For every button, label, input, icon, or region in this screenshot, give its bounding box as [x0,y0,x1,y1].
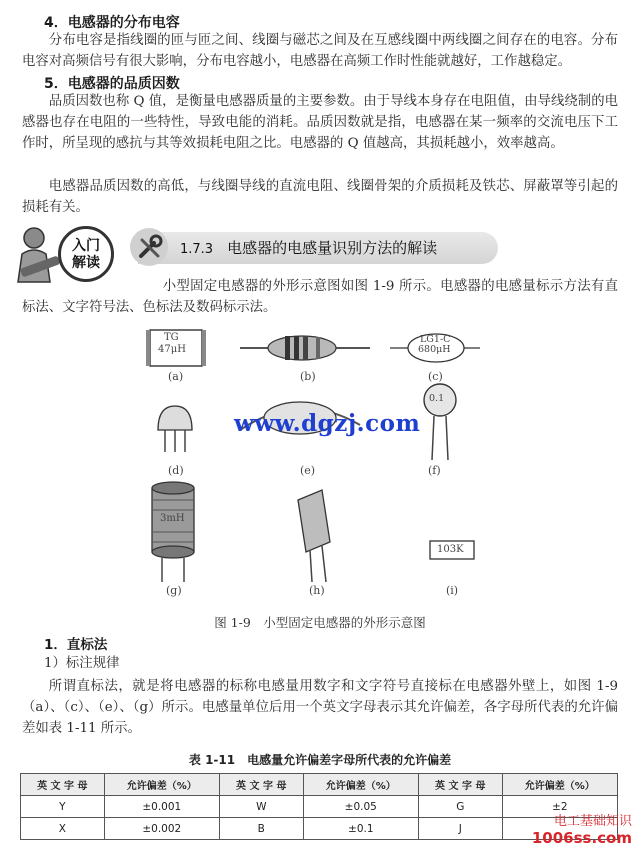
section-5-body-1: 品质因数也称 Q 值，是衡量电感器质量的主要参数。由于导线本身存在电阻值，由导线绕制的电感器也存在电阻的一些特性，导致电能的消耗。品质因数就是指，电感器在某一频率的交流电压下工作时，所呈现的感抗与其等效损耗电阻之比。电感器的 Q 值越高，其损耗越小，效率越高。 [22,94,618,151]
table-header-row [21,774,618,796]
table-cell: ±0.05 [303,796,418,818]
banner-title [180,237,437,258]
figure-1-9 [0,320,640,610]
table-header: 英 文 字 母 [219,774,303,796]
table-cell: B [219,818,303,840]
site-watermark: www.dgzj.com [234,410,421,437]
table-cell: ±0.001 [104,796,219,818]
inductor-f-text: 0.1 [429,393,445,404]
table-row [21,796,618,818]
inductor-h-shape [298,490,330,582]
inductor-c-text-1: LG1-C [420,334,451,345]
table-cell: ±2 [502,796,617,818]
inductor-d-shape [158,406,192,452]
section-4-title: 4．电感器的分布电容 [44,15,180,31]
inductor-b-shape [240,336,370,360]
wrench-screwdriver-icon [136,234,164,262]
figure-label-h: (h) [309,584,325,597]
tolerance-table [20,773,618,840]
corner-watermark-line-1: 电工基础知识 [553,814,632,829]
table-header: 允许偏差（%） [303,774,418,796]
inductor-a-text-1: TG [164,332,179,343]
figure-label-b: (b) [300,370,316,383]
intro-paragraph: 小型固定电感器的外形示意图如图 1-9 所示。电感器的电感量标示方法有直标法、文字符号法、色标法及数码标示法。 [22,279,618,315]
table-cell: G [418,796,502,818]
inductor-g-shape [152,482,194,582]
figure-label-c: (c) [428,370,443,383]
badge-line-2: 解读 [72,255,100,271]
table-cell: J [418,818,502,840]
beginner-badge [58,226,114,282]
table-row [21,818,618,840]
table-cell: ±0.002 [104,818,219,840]
inductor-c-text-2: 680μH [418,344,451,355]
inductor-g-text: 3mH [160,513,185,524]
figure-label-f: (f) [428,464,441,477]
table-title: 表 1-11 电感量允许偏差字母所代表的允许偏差 [188,753,452,767]
table-header: 允许偏差（%） [104,774,219,796]
direct-method-title: 1．直标法 [44,637,108,653]
direct-method-subtitle: 1）标注规律 [44,656,120,671]
badge-line-1: 入门 [72,238,100,254]
banner-number: 1.7.3 [180,242,214,257]
figure-caption: 图 1-9 小型固定电感器的外形示意图 [214,615,426,630]
table-cell: X [21,818,105,840]
figure-label-a: (a) [168,370,184,383]
table-cell: Y [21,796,105,818]
figure-label-e: (e) [300,464,316,477]
inductor-i-text: 103K [437,544,464,555]
table-cell: ±0.1 [303,818,418,840]
figure-label-g: (g) [166,584,182,597]
section-4-body: 分布电容是指线圈的匝与匝之间、线圈与磁芯之间及在互感线圈中两线圈之间存在的电容。分布电容对高频信号有很大影响，分布电容越小，电感器在高频工作时性能就越好，工作越稳定。 [22,33,618,69]
figure-label-i: (i) [446,584,459,597]
table-header: 英 文 字 母 [418,774,502,796]
table-header: 允许偏差（%） [502,774,617,796]
table-header: 英 文 字 母 [21,774,105,796]
direct-method-body: 所谓直标法，就是将电感器的标称电感量用数字和文字符号直接标在电感器外壁上，如图 1-9（a）、（c）、（e）、（g）所示。电感量单位后用一个英文字母表示其允许偏差，各字母所代表的允许偏差如表 1-11 所示。 [22,679,618,736]
figure-label-d: (d) [168,464,184,477]
corner-watermark-line-2: 1006ss.com [531,829,632,847]
section-5-body-2: 电感器品质因数的高低，与线圈导线的直流电阻、线圈骨架的介质损耗及铁芯、屏蔽罩等引起的损耗有关。 [22,179,618,215]
inductor-a-text-2: 47μH [158,344,186,355]
corner-watermark [532,810,632,847]
section-5-title: 5．电感器的品质因数 [44,76,180,92]
banner-title-text: 电感器的电感量识别方法的解读 [227,239,438,257]
table-cell: W [219,796,303,818]
